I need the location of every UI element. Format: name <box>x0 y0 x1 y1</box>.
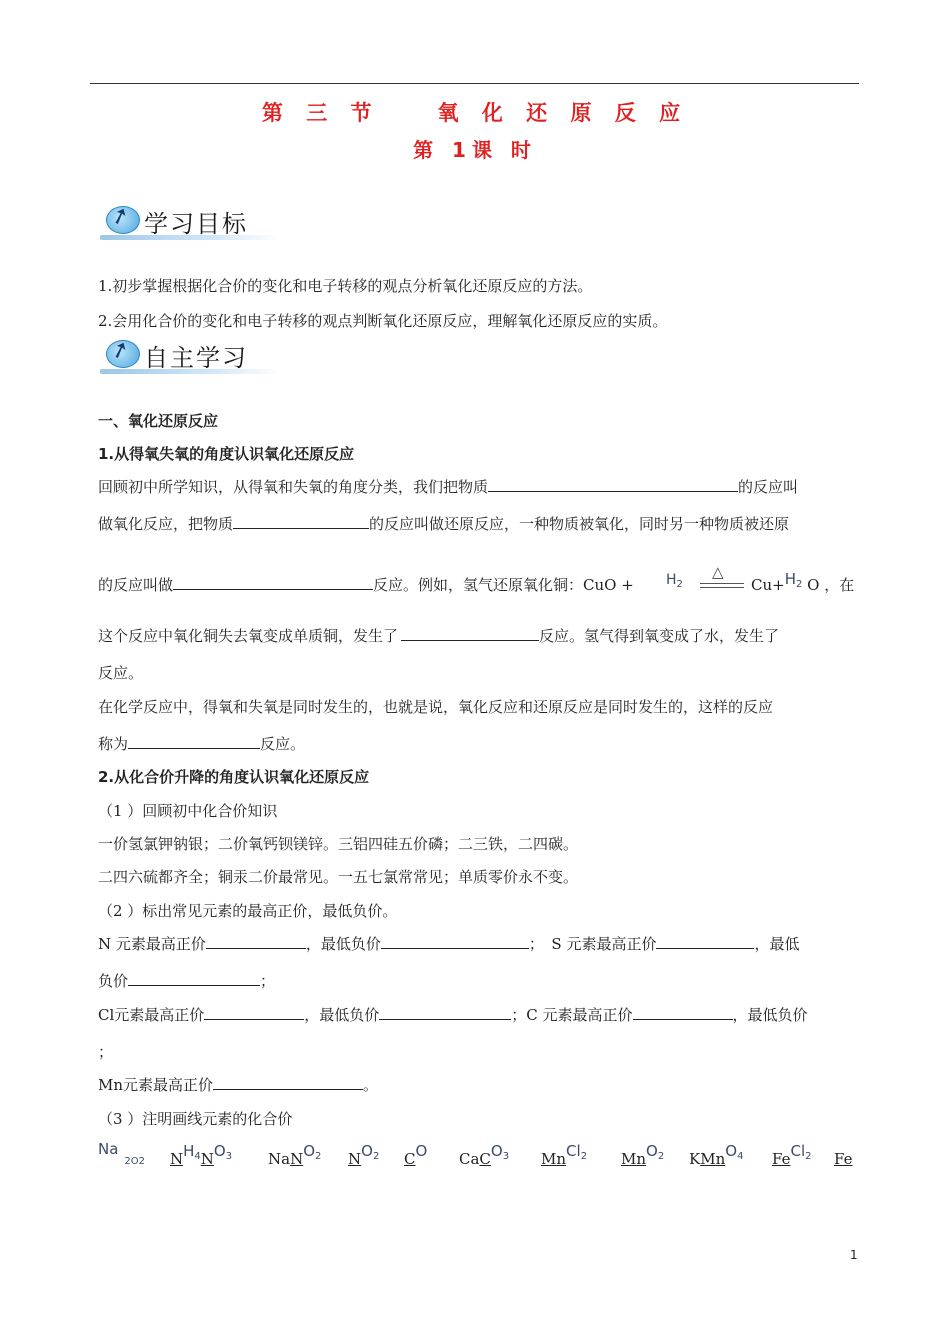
fill-blank[interactable] <box>401 626 539 641</box>
text: N <box>290 1150 304 1168</box>
text: 反应。 <box>260 735 306 753</box>
fill-blank[interactable] <box>128 971 260 986</box>
fill-blank[interactable] <box>173 575 373 590</box>
text: 的反应叫做 <box>98 576 174 594</box>
text: 2 <box>796 579 803 590</box>
section-heading: 一、氧化还原反应 <box>98 412 219 430</box>
text: Ca <box>459 1150 480 1168</box>
text: 回顾初中所学知识，从得氧和失氧的角度分类，我们把物质 <box>98 478 489 496</box>
text <box>183 1142 201 1160</box>
text: 2 <box>372 1151 380 1162</box>
text: Cl <box>566 1142 581 1160</box>
formula-mncl2 <box>541 1142 588 1170</box>
text: 2 <box>580 1151 588 1162</box>
paragraph-line <box>98 575 634 595</box>
formula-mno2 <box>621 1142 665 1170</box>
text <box>214 1142 232 1160</box>
text: 2 <box>657 1151 665 1162</box>
fill-blank[interactable] <box>381 934 529 949</box>
header-rule <box>90 83 859 84</box>
text: ，最低负价 <box>304 1006 380 1024</box>
page-title: 第 三 节 氧 化 还 原 反 应 <box>261 101 689 125</box>
text: H <box>183 1142 195 1160</box>
banner-label: 学习目标 <box>144 210 248 238</box>
text <box>566 1142 587 1160</box>
text: Cl元素最高正价 <box>98 1006 205 1024</box>
manganese-line <box>98 1075 378 1095</box>
paragraph-line: 反应。 <box>98 664 144 682</box>
page-subtitle: 第 1课 时 <box>413 138 537 162</box>
paragraph-line <box>98 734 305 754</box>
question-3: （3 ）注明画线元素的化合价 <box>98 1110 293 1128</box>
fill-blank[interactable] <box>633 1005 733 1020</box>
text: Na <box>268 1150 291 1168</box>
text: Cl <box>790 1142 806 1160</box>
text: ； S 元素最高正价 <box>528 935 657 953</box>
formula-nh4no3 <box>170 1142 233 1170</box>
formula-no2 <box>348 1142 380 1170</box>
text: 负价 <box>98 972 129 990</box>
text: 2 <box>315 1151 322 1162</box>
formula-co <box>404 1142 428 1168</box>
text <box>491 1142 509 1160</box>
text <box>790 1142 811 1160</box>
rhyme-line-2: 二四六硫都齐全；铜汞二价最常见。一五七氯常常见；单质零价永不变。 <box>98 868 579 886</box>
formula-caco3 <box>459 1142 510 1170</box>
text: Mn元素最高正价 <box>98 1076 214 1094</box>
text: K <box>689 1150 701 1168</box>
text: O ，在 <box>807 576 855 594</box>
subsection-1-heading: 1.从得氧失氧的角度认识氧化还原反应 <box>98 445 355 463</box>
text: 2 <box>805 1151 812 1162</box>
text: N <box>170 1150 184 1168</box>
text: O <box>303 1142 316 1160</box>
text: Mn <box>700 1150 726 1168</box>
text: O <box>646 1142 658 1160</box>
question-1: （1 ）回顾初中化合价知识 <box>98 802 278 820</box>
text: 这个反应中氧化铜失去氧变成单质铜，发生了 <box>98 627 399 645</box>
text: 反应。氢气得到氧变成了水，发生了 <box>539 627 780 645</box>
text: N <box>348 1150 362 1168</box>
text: ；C 元素最高正价 <box>511 1006 633 1024</box>
formula-kmno4 <box>689 1142 744 1170</box>
text <box>303 1142 321 1160</box>
equation-rhs <box>751 570 855 601</box>
text: C <box>404 1150 416 1168</box>
text: ； <box>260 972 276 990</box>
text: 4 <box>194 1151 201 1162</box>
paragraph-line <box>98 971 275 991</box>
fill-blank[interactable] <box>213 1075 363 1090</box>
formula-na2o2 <box>98 1140 146 1167</box>
formula-fe <box>834 1150 852 1168</box>
text: 称为 <box>98 735 129 753</box>
text: H <box>666 572 677 588</box>
fill-blank[interactable] <box>656 934 754 949</box>
text: Fe <box>772 1150 791 1168</box>
heat-triangle-icon: △ <box>712 563 724 581</box>
objective-2: 2.会用化合价的变化和电子转移的观点判断氧化还原反应，理解氧化还原反应的实质。 <box>98 312 668 330</box>
text: Cu+ <box>751 576 785 594</box>
text: 3 <box>502 1151 510 1162</box>
text <box>361 1142 379 1160</box>
text: H <box>784 570 796 588</box>
arrow-icon: ➚ <box>107 201 134 232</box>
text: C <box>479 1150 491 1168</box>
text: 反应。例如，氢气还原氧化铜：CuO + <box>373 576 634 594</box>
fill-blank[interactable] <box>204 1005 304 1020</box>
text: O <box>415 1142 428 1160</box>
text: N <box>200 1150 214 1168</box>
text <box>785 570 803 588</box>
text: 3 <box>225 1151 233 1162</box>
equation-h2 <box>666 570 683 595</box>
paragraph-line: ； <box>98 1043 114 1061</box>
text <box>646 1142 664 1160</box>
text: O <box>725 1142 738 1160</box>
fill-blank[interactable] <box>379 1005 511 1020</box>
text: ，最低负价 <box>732 1006 808 1024</box>
formula-fecl2 <box>772 1142 812 1170</box>
text: 2O2 <box>124 1156 146 1167</box>
text: Mn <box>621 1150 647 1168</box>
subsection-2-heading: 2.从化合价升降的角度认识氧化还原反应 <box>98 768 370 786</box>
banner-label: 自主学习 <box>144 344 248 372</box>
text: ，最低负价 <box>305 935 381 953</box>
text: O <box>361 1142 373 1160</box>
equals-line <box>700 587 744 588</box>
equals-line <box>700 583 744 584</box>
fill-blank[interactable] <box>206 934 306 949</box>
self-study-banner <box>98 336 283 376</box>
text: O <box>213 1142 226 1160</box>
paragraph-line <box>98 514 789 534</box>
paragraph-line: 在化学反应中，得氧和失氧是同时发生的，也就是说，氧化反应和还原反应是同时发生的，这样的反应 <box>98 698 774 716</box>
text <box>725 1142 743 1160</box>
paragraph-line <box>98 477 798 497</box>
text: Fe <box>834 1150 853 1168</box>
rhyme-line-1: 一价氢氯钾钠银；二价氧钙钡镁锌。三铝四硅五价磷；二三铁，二四碳。 <box>98 835 579 853</box>
fill-blank[interactable] <box>128 734 260 749</box>
chlorine-carbon-line <box>98 1005 808 1025</box>
text: O <box>490 1142 503 1160</box>
formula-nano2 <box>268 1142 322 1170</box>
text: 2 <box>676 579 683 590</box>
objectives-banner <box>98 202 283 242</box>
text: 的反应叫 <box>738 478 799 496</box>
text: 4 <box>737 1151 744 1162</box>
text: N 元素最高正价 <box>98 935 206 953</box>
page-number: 1 <box>850 1248 858 1262</box>
text: ，最低 <box>754 935 800 953</box>
arrow-icon: ➚ <box>107 335 134 366</box>
text: Mn <box>541 1150 567 1168</box>
paragraph-line <box>98 626 779 646</box>
text: 做氧化反应，把物质 <box>98 515 234 533</box>
fill-blank[interactable] <box>488 477 738 492</box>
text: 的反应叫做还原反应，一种物质被氧化，同时另一种物质被还原 <box>369 515 790 533</box>
text: Na <box>98 1140 119 1158</box>
text: 。 <box>363 1076 379 1094</box>
fill-blank[interactable] <box>233 514 369 529</box>
question-2: （2 ）标出常见元素的最高正价，最低负价。 <box>98 902 398 920</box>
nitrogen-sulfur-line <box>98 934 799 954</box>
objective-1: 1.初步掌握根据化合价的变化和电子转移的观点分析氧化还原反应的方法。 <box>98 277 593 295</box>
